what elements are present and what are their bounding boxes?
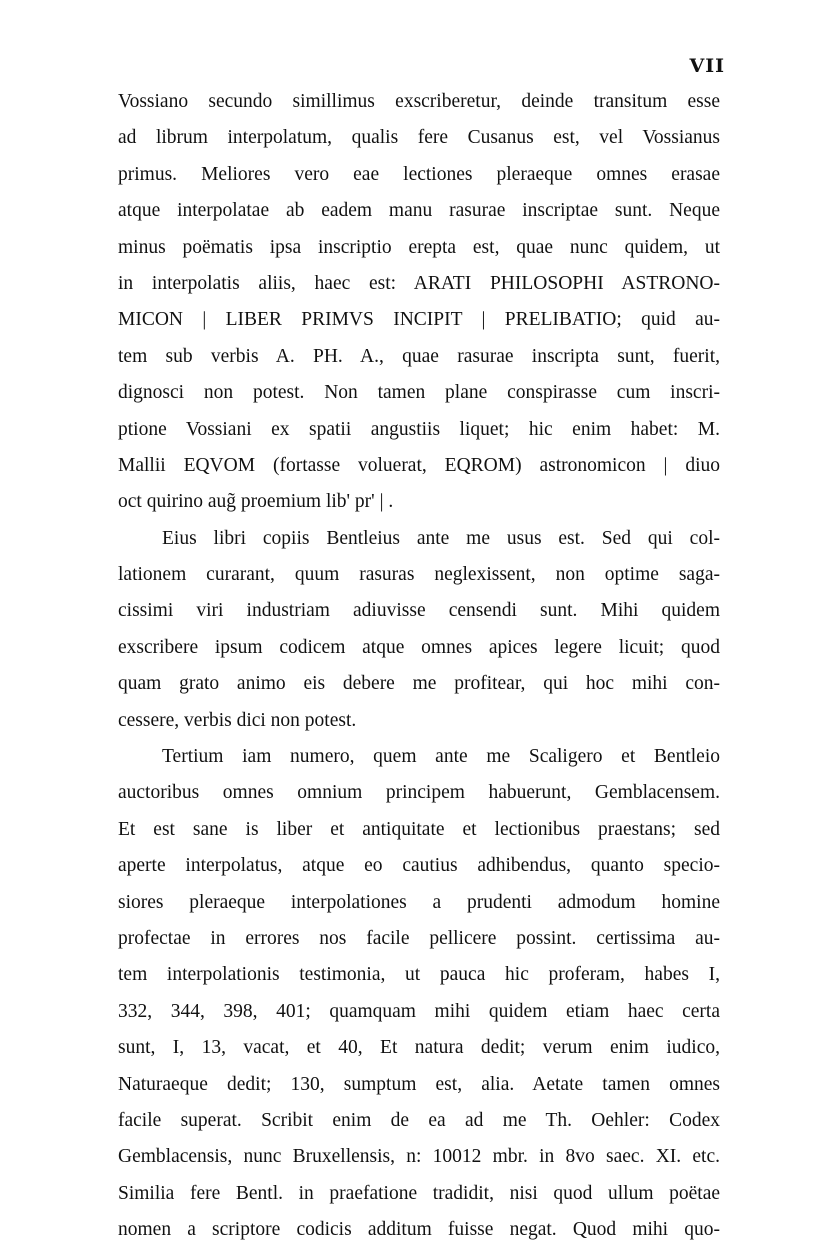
text-line: Gemblacensis, nunc Bruxellensis, n: 10012 mbr. in 8vo saec. XI. etc.: [118, 1146, 720, 1168]
page-number: VII: [689, 55, 725, 77]
text-line: quam grato animo eis debere me profitear, qui hoc mihi con-: [118, 673, 720, 695]
text-line: in interpolatis aliis, haec est: ARATI PHILOSOPHI ASTRONO-: [118, 272, 720, 294]
text-line: auctoribus omnes omnium principem habuerunt, Gemblacensem.: [118, 782, 720, 804]
text-line: cessere, verbis dici non potest.: [118, 709, 357, 731]
text-line: MICON | LIBER PRIMVS INCIPIT | PRELIBATIO; quid au-: [118, 309, 720, 331]
text-line: Similia fere Bentl. in praefatione tradidit, nisi quod ullum poëtae: [118, 1182, 720, 1204]
text-line: cissimi viri industriam adiuvisse censendi sunt. Mihi quidem: [118, 600, 720, 622]
text-line: ptione Vossiani ex spatii angustiis liquet; hic enim habet: M.: [118, 418, 720, 440]
text-line: Vossiano secundo simillimus exscriberetur, deinde transitum esse: [118, 91, 720, 112]
text-line: Mallii EQVOM (fortasse voluerat, EQROM) astronomicon | diuo: [118, 454, 720, 476]
text-line: sunt, I, 13, vacat, et 40, Et natura dedit; verum enim iudico,: [118, 1037, 720, 1059]
text-line: Et est sane is liber et antiquitate et lectionibus praestans; sed: [118, 818, 720, 840]
text-line: profectae in errores nos facile pellicere possint. certissima au-: [118, 927, 720, 949]
text-line: oct quirino aug̃ proemium lib' pr' | .: [118, 491, 394, 513]
text-line: aperte interpolatus, atque eo cautius adhibendus, quanto specio-: [118, 855, 720, 877]
text-line: nomen a scriptore codicis additum fuisse negat. Quod mihi quo-: [118, 1219, 720, 1241]
text-line: ad librum interpolatum, qualis fere Cusanus est, vel Vossianus: [118, 127, 720, 149]
text-line: primus. Meliores vero eae lectiones pleraeque omnes erasae: [118, 163, 720, 185]
text-line: minus poëmatis ipsa inscriptio erepta est, quae nunc quidem, ut: [118, 236, 720, 258]
text-line: Tertium iam numero, quem ante me Scaligero et Bentleio: [162, 746, 720, 768]
text-line: Naturaeque dedit; 130, sumptum est, alia. Aetate tamen omnes: [118, 1073, 720, 1095]
text-line: tem interpolationis testimonia, ut pauca hic proferam, habes I,: [118, 964, 720, 986]
body-text: [118, 84, 720, 1249]
text-line: tem sub verbis A. PH. A., quae rasurae inscripta sunt, fuerit,: [118, 345, 720, 367]
text-line: siores pleraeque interpolationes a prudenti admodum homine: [118, 891, 720, 913]
text-line: 332, 344, 398, 401; quamquam mihi quidem etiam haec certa: [118, 1000, 720, 1022]
text-line: exscribere ipsum codicem atque omnes apices legere licuit; quod: [118, 636, 720, 658]
text-line: dignosci non potest. Non tamen plane conspirasse cum inscri-: [118, 382, 720, 404]
text-line: facile superat. Scribit enim de ea ad me Th. Oehler: Codex: [118, 1109, 720, 1131]
text-line: Eius libri copiis Bentleius ante me usus est. Sed qui col-: [162, 527, 720, 549]
text-line: lationem curarant, quum rasuras neglexissent, non optime saga-: [118, 564, 720, 586]
text-line: atque interpolatae ab eadem manu rasurae inscriptae sunt. Neque: [118, 200, 720, 222]
